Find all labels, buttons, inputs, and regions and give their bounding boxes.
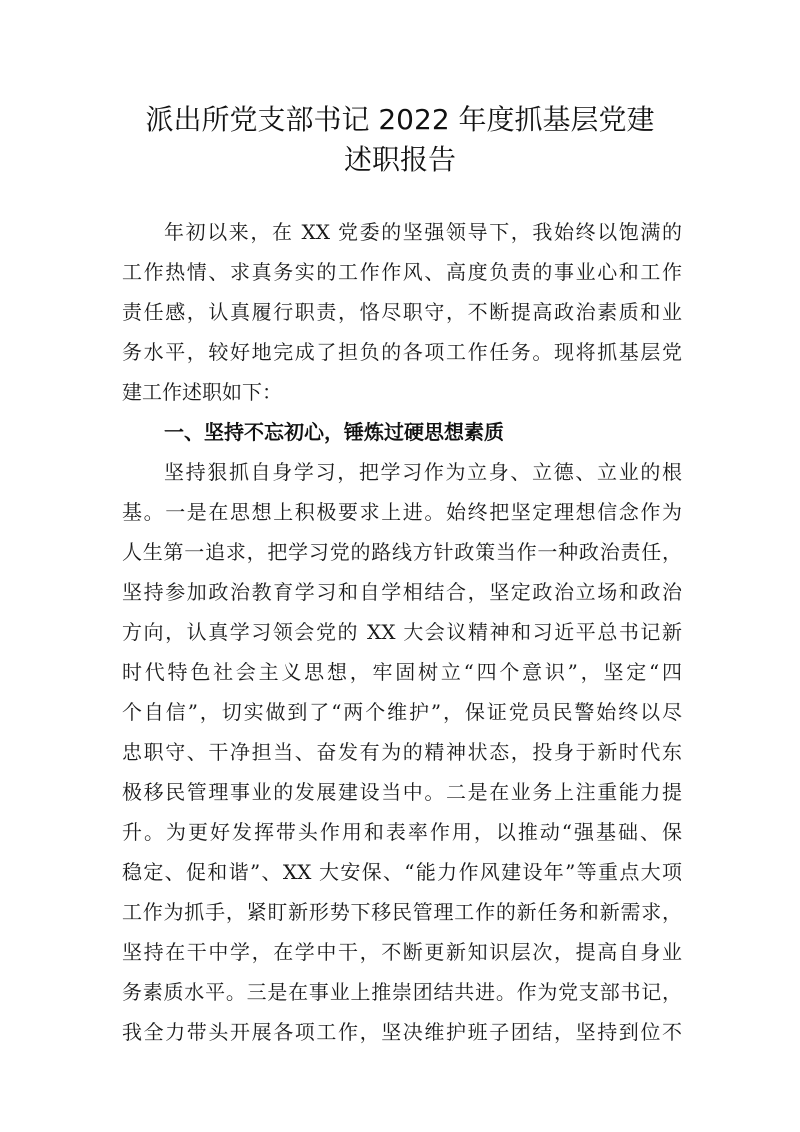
section-1-paragraph-line: 工作为抓手，紧盯新形势下移民管理工作的新任务和新需求， [122,900,682,924]
section-1-paragraph-line: 方向，认真学习领会党的 XX 大会议精神和习近平总书记新 [122,620,682,644]
section-1-paragraph-line: 坚持在干中学，在学中干，不断更新知识层次，提高自身业 [122,940,682,964]
section-1-paragraph-line: 升。为更好发挥带头作用和表率作用，以推动“强基础、保 [122,820,682,844]
section-1-paragraph-line: 个自信”，切实做到了“两个维护”，保证党员民警始终以尽 [122,700,682,724]
document-title-line-2: 述职报告 [343,143,456,176]
document-title-line-1: 派出所党支部书记 2022 年度抓基层党建 [145,103,655,136]
section-1-paragraph-line: 人生第一追求，把学习党的路线方针政策当作一种政治责任， [122,540,682,564]
intro-paragraph-line: 务水平，较好地完成了担负的各项工作任务。现将抓基层党 [122,340,682,364]
section-1-paragraph-line: 忠职守、干净担当、奋发有为的精神状态，投身于新时代东 [122,740,682,764]
section-1-paragraph-line: 时代特色社会主义思想，牢固树立“四个意识”，坚定“四 [122,660,682,684]
section-1-paragraph-line: 我全力带头开展各项工作，坚决维护班子团结，坚持到位不 [122,1020,682,1044]
intro-paragraph-line: 责任感，认真履行职责，恪尽职守，不断提高政治素质和业 [122,300,682,324]
section-1-paragraph-line: 坚持狠抓自身学习，把学习作为立身、立德、立业的根 [164,460,682,484]
section-1-paragraph-line: 坚持参加政治教育学习和自学相结合，坚定政治立场和政治 [122,580,682,604]
intro-paragraph-line: 年初以来，在 XX 党委的坚强领导下，我始终以饱满的 [164,220,682,244]
section-1-paragraph-line: 基。一是在思想上积极要求上进。始终把坚定理想信念作为 [122,500,682,524]
intro-paragraph-line: 建工作述职如下： [122,380,282,404]
intro-paragraph-line: 工作热情、求真务实的工作作风、高度负责的事业心和工作 [122,260,682,284]
section-1-paragraph-line: 稳定、促和谐”、XX 大安保、“能力作风建设年”等重点大项 [122,860,682,884]
section-1-paragraph-line: 务素质水平。三是在事业上推崇团结共进。作为党支部书记， [122,980,682,1004]
section-1-heading: 一、坚持不忘初心，锤炼过硬思想素质 [164,420,504,444]
section-1-paragraph-line: 极移民管理事业的发展建设当中。二是在业务上注重能力提 [122,780,682,804]
